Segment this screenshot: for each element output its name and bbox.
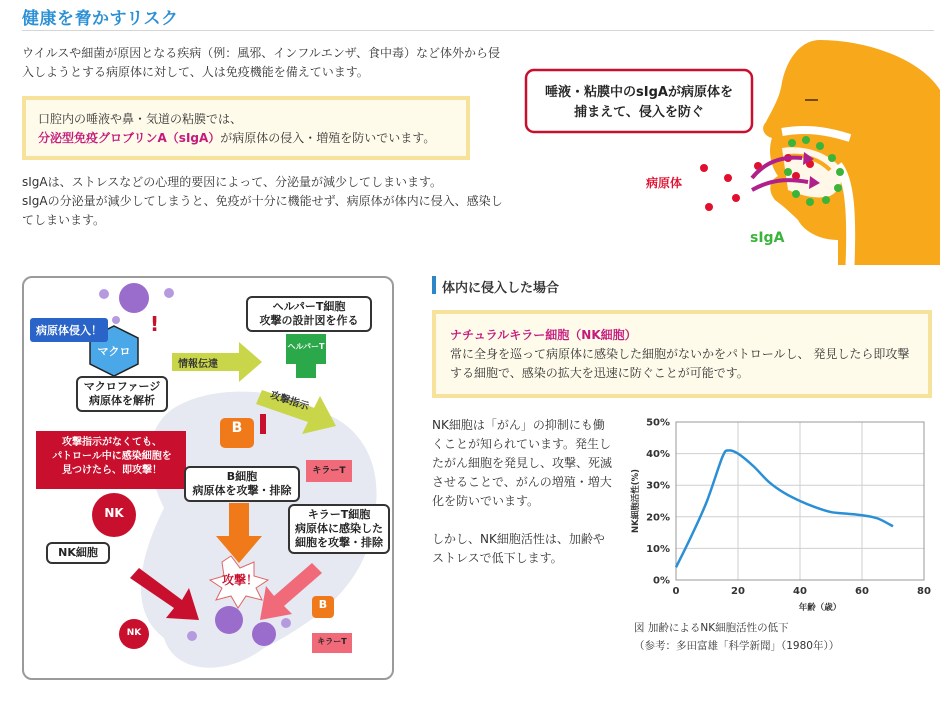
pathogen-icon xyxy=(252,622,276,646)
siga-label: sIgA xyxy=(750,230,785,246)
callout-line-1: 唾液・粘膜中のsIgAが病原体を xyxy=(545,85,733,100)
nk-label: NK xyxy=(104,506,124,520)
small-killer-t-label: キラーT xyxy=(317,637,347,646)
macro-card-line-2: 病原体を解析 xyxy=(89,394,155,407)
nk-body-line xyxy=(432,511,612,530)
killer-t-label: キラーT xyxy=(312,466,346,476)
nk-note-line-1: 常に全身を巡って病原体に感染した細胞がないかをパトロールし、 発見したら即攻撃 xyxy=(450,347,910,361)
macro-card-line-1: マクロファージ xyxy=(83,380,161,393)
intro-paragraph xyxy=(22,44,522,82)
section-title: 体内に侵入した場合 xyxy=(442,281,560,296)
siga-note-box xyxy=(22,96,470,160)
para2-line-1: sIgAは、ストレスなどの心理的要因によって、分泌量が減少してしまいます。 xyxy=(22,175,443,189)
intro-line-2: 入しようとする病原体に対して、人は免疫機能を備えています。 xyxy=(22,65,369,79)
chart-x-ticks xyxy=(673,586,931,597)
nk-body-line: ストレスで低下します。 xyxy=(432,551,563,565)
x-tick-label: 0 xyxy=(672,586,680,597)
nk-body-line: NK細胞は「がん」の抑制にも働 xyxy=(432,418,605,432)
nk-red-box-text xyxy=(40,436,184,478)
b-letter: B xyxy=(231,420,243,436)
nk-body-line: させることで、がんの増殖・増大 xyxy=(432,475,612,489)
red-box-line-2: パトロール中に感染細胞を xyxy=(52,451,172,462)
helper-t-card xyxy=(246,296,372,332)
small-nk-label: NK xyxy=(126,628,142,638)
y-tick-label: 50% xyxy=(646,417,670,429)
nk-note-box xyxy=(432,310,932,398)
b-cell-card xyxy=(184,466,300,502)
y-tick-label: 10% xyxy=(646,543,670,555)
attack-order-label: 攻撃指示 xyxy=(268,389,311,413)
y-tick-label: 0% xyxy=(653,575,670,587)
x-tick-label: 80 xyxy=(917,586,931,597)
b-card-line-2: 病原体を攻撃・排除 xyxy=(192,484,292,497)
nk-activity-series-line xyxy=(676,450,893,567)
note1-line-2-rest: が病原体の侵入・増殖を防いでいます。 xyxy=(220,131,436,145)
note1-line-1: 口腔内の唾液や鼻・気道の粘膜では、 xyxy=(38,112,243,126)
killer-card-line-2: 病原体に感染した xyxy=(295,522,383,535)
nk-activity-chart xyxy=(626,414,940,614)
red-box-line-1: 攻撃指示がなくても、 xyxy=(62,437,162,448)
killer-t-card xyxy=(288,504,390,554)
helper-t-label: ヘルパーT xyxy=(287,342,325,351)
face-silhouette xyxy=(763,40,940,265)
alert-mark: ! xyxy=(150,312,160,336)
chart-y-axis-label: NK細胞活性(%) xyxy=(631,469,641,533)
pathogen-label: 病原体 xyxy=(646,176,683,190)
red-box-line-3: 見つけたら、即攻撃！ xyxy=(62,465,162,476)
face-siga-diagram xyxy=(520,40,940,265)
chart-y-ticks xyxy=(646,418,670,587)
nk-note-line-2: する細胞で、感染の拡大を迅速に防ぐことが可能です。 xyxy=(450,366,749,380)
killer-card-line-3: 細胞を攻撃・排除 xyxy=(295,536,383,549)
nk-body-line: 化を防いでいます。 xyxy=(432,494,540,508)
info-transfer-label: 情報伝達 xyxy=(178,359,218,370)
pathogen-virus-icon xyxy=(119,283,149,313)
x-tick-label: 40 xyxy=(793,586,807,597)
section-marker xyxy=(432,276,436,294)
title-divider xyxy=(22,30,934,31)
nk-body-line: しかし、NK細胞活性は、加齢や xyxy=(432,532,605,546)
x-tick-label: 20 xyxy=(731,586,745,597)
nk-note-title: ナチュラルキラー細胞（NK細胞） xyxy=(450,328,637,342)
attack-burst-label: 攻撃！ xyxy=(221,573,258,587)
y-tick-label: 30% xyxy=(646,480,670,492)
nk-body-line: くことが知られています。発生し xyxy=(432,437,612,451)
para2-line-3: てしまいます。 xyxy=(22,213,106,227)
b-card-line-1: B細胞 xyxy=(226,470,258,483)
macrophage-card xyxy=(76,376,168,412)
pathogen-icon xyxy=(215,606,243,634)
intro-line-1: ウイルスや細菌が原因となる疾病（例：風邪、インフルエンザ、食中毒）など体外から侵 xyxy=(22,46,500,60)
small-b-letter: B xyxy=(318,598,328,611)
siga-highlight: 分泌型免疫グロブリンA（sIgA） xyxy=(38,131,221,145)
chart-caption-line-2: （参考：多田富雄「科学新聞」（1980年）） xyxy=(634,640,840,652)
killer-card-line-1: キラーT細胞 xyxy=(307,508,371,521)
y-tick-label: 40% xyxy=(646,449,670,461)
siga-callout-box xyxy=(526,70,752,132)
helper-card-line-1: ヘルパーT細胞 xyxy=(272,300,346,313)
nk-body-line: たがん細胞を発見し、攻撃、死滅 xyxy=(432,456,613,470)
nk-cell-card: NK細胞 xyxy=(46,542,110,564)
para2-line-2: sIgAの分泌量が減少してしまうと、免疫が十分に機能せず、病原体が体内に侵入、感染し xyxy=(22,194,503,208)
invasion-badge: 病原体侵入！ xyxy=(30,318,108,342)
helper-card-line-2: 攻撃の設計図を作る xyxy=(259,314,359,327)
x-tick-label: 60 xyxy=(855,586,869,597)
chart-caption-line-1: 図 加齢によるNK細胞活性の低下 xyxy=(634,622,789,634)
y-tick-label: 20% xyxy=(646,512,670,524)
page-title: 健康を脅かすリスク xyxy=(22,9,179,29)
macro-label: マクロ xyxy=(97,345,131,358)
siga-decrease-paragraph xyxy=(22,173,522,230)
nk-body-text xyxy=(432,416,612,568)
chart-x-axis-label: 年齢（歳） xyxy=(798,603,842,613)
callout-line-2: 捕まえて、侵入を防ぐ xyxy=(574,105,704,120)
note1-line-2 xyxy=(38,129,466,148)
immune-system-diagram xyxy=(22,276,394,680)
